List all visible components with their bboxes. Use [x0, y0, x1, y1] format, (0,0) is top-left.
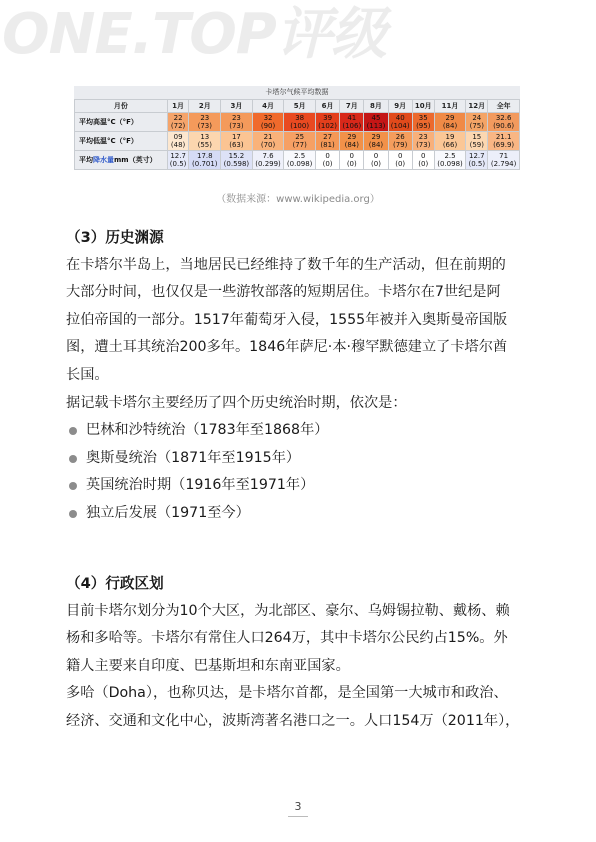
table-cell [364, 151, 388, 170]
bullet-icon [69, 455, 77, 463]
cell-value: 29 [347, 133, 357, 141]
history-paragraph-line: 长国。 [66, 366, 109, 383]
table-cell [340, 113, 364, 132]
table-header-cell: 1月 [167, 100, 189, 113]
cell-value-alt-unit: (0.098) [437, 160, 463, 168]
cell-value-alt-unit: (0.598) [223, 160, 250, 168]
cell-value: 12.7 [468, 152, 485, 160]
cell-value: 0 [373, 152, 379, 160]
cell-value: 21.1 [495, 133, 512, 141]
cell-value-alt-unit: (0.5) [169, 160, 187, 168]
table-cell [340, 151, 364, 170]
cell-value: 19 [445, 133, 455, 141]
cell-value: 29 [445, 114, 455, 122]
cell-value-alt-unit: (66) [442, 141, 458, 149]
page-number-underline [288, 816, 308, 817]
cell-value-alt-unit: (84) [442, 122, 458, 130]
table-cell [412, 151, 434, 170]
cell-value: 39 [323, 114, 333, 122]
table-cell [284, 151, 316, 170]
cell-value: 29 [371, 133, 381, 141]
cell-value: 35 [418, 114, 428, 122]
row-label-link[interactable]: 降水量 [93, 156, 114, 164]
table-cell [221, 113, 253, 132]
table-cell [221, 132, 253, 151]
cell-value-alt-unit: (90) [260, 122, 276, 130]
row-label-text: 平均高温°C（°F） [79, 118, 138, 126]
section-heading-history: （3）历史渊源 [66, 229, 164, 246]
cell-value: 0 [349, 152, 355, 160]
table-cell [252, 132, 284, 151]
table-cell [388, 113, 412, 132]
table-cell [284, 113, 316, 132]
table-header-cell: 11月 [434, 100, 466, 113]
table-cell [315, 151, 339, 170]
cell-value-alt-unit: (72) [170, 122, 186, 130]
cell-value-alt-unit: (2.794) [490, 160, 517, 168]
cell-value: 0 [397, 152, 403, 160]
table-header-cell: 4月 [252, 100, 284, 113]
table-row [75, 132, 520, 151]
table-cell [315, 132, 339, 151]
cell-value: 2.5 [444, 152, 456, 160]
climate-table-header-row [75, 100, 520, 113]
cell-value-alt-unit: (69.9) [493, 141, 515, 149]
cell-value: 32 [263, 114, 273, 122]
history-periods-intro: 据记载卡塔尔主要经历了四个历史统治时期，依次是： [66, 394, 407, 411]
cell-value-alt-unit: (0.5) [468, 160, 486, 168]
history-paragraph-line: 图，遭土耳其统治200多年。1846年萨尼·本·穆罕默德建立了卡塔尔酋 [66, 339, 508, 356]
cell-value: 23 [231, 114, 241, 122]
table-row-label [75, 132, 168, 151]
cell-value-alt-unit: (0) [322, 160, 333, 168]
table-cell [167, 132, 189, 151]
admin-paragraph-line: 籍人主要来自印度、巴基斯坦和东南亚国家。 [66, 657, 350, 674]
cell-value-alt-unit: (0) [395, 160, 406, 168]
climate-table-body [75, 113, 520, 170]
cell-value-alt-unit: (106) [342, 122, 362, 130]
row-label-text: 平均低温°C（°F） [79, 137, 138, 145]
cell-value-alt-unit: (84) [368, 141, 384, 149]
climate-table [74, 86, 520, 170]
table-row-label [75, 151, 168, 170]
cell-value: 41 [347, 114, 357, 122]
cell-value-alt-unit: (59) [469, 141, 484, 149]
cell-value-alt-unit: (79) [393, 141, 408, 149]
table-header-cell: 3月 [221, 100, 253, 113]
table-cell [252, 113, 284, 132]
table-header-cell: 6月 [315, 100, 339, 113]
table-cell [388, 132, 412, 151]
cell-value: 38 [295, 114, 305, 122]
table-cell [189, 113, 221, 132]
table-row-label [75, 113, 168, 132]
cell-value: 17 [231, 133, 241, 141]
list-item: 奥斯曼统治（1871年至1915年） [66, 445, 532, 473]
cell-value-alt-unit: (0) [418, 160, 429, 168]
cell-value-alt-unit: (73) [197, 122, 212, 130]
table-cell [340, 132, 364, 151]
cell-value: 24 [472, 114, 482, 122]
cell-value-alt-unit: (0.701) [192, 160, 218, 168]
table-header-month-label: 月份 [75, 100, 168, 113]
table-cell [364, 113, 388, 132]
cell-value-alt-unit: (73) [229, 122, 244, 130]
table-cell [167, 151, 189, 170]
table-cell [189, 132, 221, 151]
cell-value-alt-unit: (55) [197, 141, 212, 149]
cell-value: 2.5 [294, 152, 306, 160]
table-row [75, 151, 520, 170]
cell-value: 40 [395, 114, 405, 122]
table-header-cell: 7月 [340, 100, 364, 113]
list-item: 巴林和沙特统治（1783年至1868年） [66, 417, 532, 445]
table-cell [488, 151, 520, 170]
table-cell [388, 151, 412, 170]
cell-value: 17.8 [197, 152, 213, 160]
section-heading-admin: （4）行政区划 [66, 575, 164, 592]
climate-table-caption: 卡塔尔气候平均数据 [74, 86, 520, 99]
cell-value-alt-unit: (70) [260, 141, 276, 149]
cell-value: 0 [421, 152, 426, 160]
cell-value: 45 [371, 114, 381, 122]
data-source-note: （数据来源：www.wikipedia.org） [216, 194, 380, 205]
cell-value-alt-unit: (75) [469, 122, 484, 130]
admin-paragraph-line: 目前卡塔尔划分为10个大区，为北部区、豪尔、乌姆锡拉勒、戴杨、赖 [66, 602, 510, 619]
table-header-cell: 12月 [466, 100, 488, 113]
cell-value: 23 [200, 114, 210, 122]
cell-value-alt-unit: (95) [416, 122, 431, 130]
cell-value-alt-unit: (48) [170, 141, 186, 149]
cell-value: 23 [418, 133, 428, 141]
table-cell [221, 151, 253, 170]
table-header-cell: 8月 [364, 100, 388, 113]
table-cell [434, 113, 466, 132]
history-paragraph-line: 拉伯帝国的一部分。1517年葡萄牙入侵，1555年被并入奥斯曼帝国版 [66, 311, 508, 328]
table-header-cell: 2月 [189, 100, 221, 113]
cell-value: 22 [173, 114, 183, 122]
cell-value-alt-unit: (100) [290, 122, 310, 130]
cell-value: 21 [263, 133, 273, 141]
cell-value: 15 [472, 133, 482, 141]
watermark-logo: ONE.TOP评级 [2, 2, 386, 67]
table-cell [412, 132, 434, 151]
table-cell [315, 113, 339, 132]
table-cell [364, 132, 388, 151]
table-header-cell: 10月 [412, 100, 434, 113]
cell-value-alt-unit: (81) [320, 141, 335, 149]
table-cell [412, 113, 434, 132]
list-item: 独立后发展（1971至今） [66, 500, 532, 528]
cell-value: 71 [499, 152, 509, 160]
cell-value-alt-unit: (0) [371, 160, 381, 168]
row-label-unit: mm（英寸） [114, 156, 157, 164]
cell-value-alt-unit: (77) [292, 141, 307, 149]
cell-value-alt-unit: (84) [344, 141, 359, 149]
cell-value: 26 [395, 133, 405, 141]
cell-value-alt-unit: (104) [390, 122, 410, 130]
bullet-icon [69, 427, 77, 435]
table-cell [466, 151, 488, 170]
table-cell [252, 151, 284, 170]
bullet-icon [69, 482, 77, 490]
table-header-cell: 全年 [488, 100, 520, 113]
cell-value: 15.2 [228, 152, 245, 160]
cell-value: 09 [173, 133, 183, 141]
row-label-text: 平均 [79, 156, 93, 164]
cell-value-alt-unit: (0) [346, 160, 357, 168]
table-cell [488, 113, 520, 132]
cell-value: 13 [200, 133, 210, 141]
cell-value-alt-unit: (73) [416, 141, 431, 149]
admin-paragraph-line: 杨和多哈等。卡塔尔有常住人口264万，其中卡塔尔公民约占15%。外 [66, 630, 508, 647]
cell-value-alt-unit: (0.098) [286, 160, 313, 168]
list-item: 英国统治时期（1916年至1971年） [66, 472, 532, 500]
page-number: 3 [294, 800, 302, 813]
cell-value: 0 [325, 152, 330, 160]
section-admin-divisions [66, 570, 532, 736]
cell-value: 7.6 [262, 152, 274, 160]
table-cell [466, 132, 488, 151]
cell-value-alt-unit: (113) [366, 122, 386, 130]
cell-value: 32.6 [495, 114, 512, 122]
history-paragraph-line: 大部分时间，也仅仅是一些游牧部落的短期居住。卡塔尔在7世纪是阿 [66, 284, 501, 301]
bullet-icon [69, 510, 77, 518]
section-history [66, 224, 532, 528]
table-cell [488, 132, 520, 151]
table-row [75, 113, 520, 132]
table-header-cell: 5月 [284, 100, 316, 113]
cell-value-alt-unit: (102) [318, 122, 337, 130]
cell-value-alt-unit: (63) [229, 141, 244, 149]
doha-paragraph-line: 多哈（Doha），也称贝达，是卡塔尔首都，是全国第一大城市和政治、 [66, 685, 508, 702]
climate-table-container [74, 86, 520, 170]
cell-value: 12.7 [170, 152, 186, 160]
cell-value: 27 [323, 133, 333, 141]
table-cell [284, 132, 316, 151]
table-header-cell: 9月 [388, 100, 412, 113]
table-cell [189, 151, 221, 170]
cell-value: 25 [295, 133, 305, 141]
cell-value-alt-unit: (0.299) [255, 160, 281, 168]
history-paragraph-line: 在卡塔尔半岛上，当地居民已经维持了数千年的生产活动，但在前期的 [66, 256, 506, 273]
table-cell [167, 113, 189, 132]
doha-paragraph-line: 经济、交通和文化中心，波斯湾著名港口之一。人口154万（2011年）， [66, 712, 520, 729]
table-cell [434, 132, 466, 151]
table-cell [466, 113, 488, 132]
table-cell [434, 151, 466, 170]
cell-value-alt-unit: (90.6) [493, 122, 515, 130]
history-periods-list [66, 417, 532, 527]
